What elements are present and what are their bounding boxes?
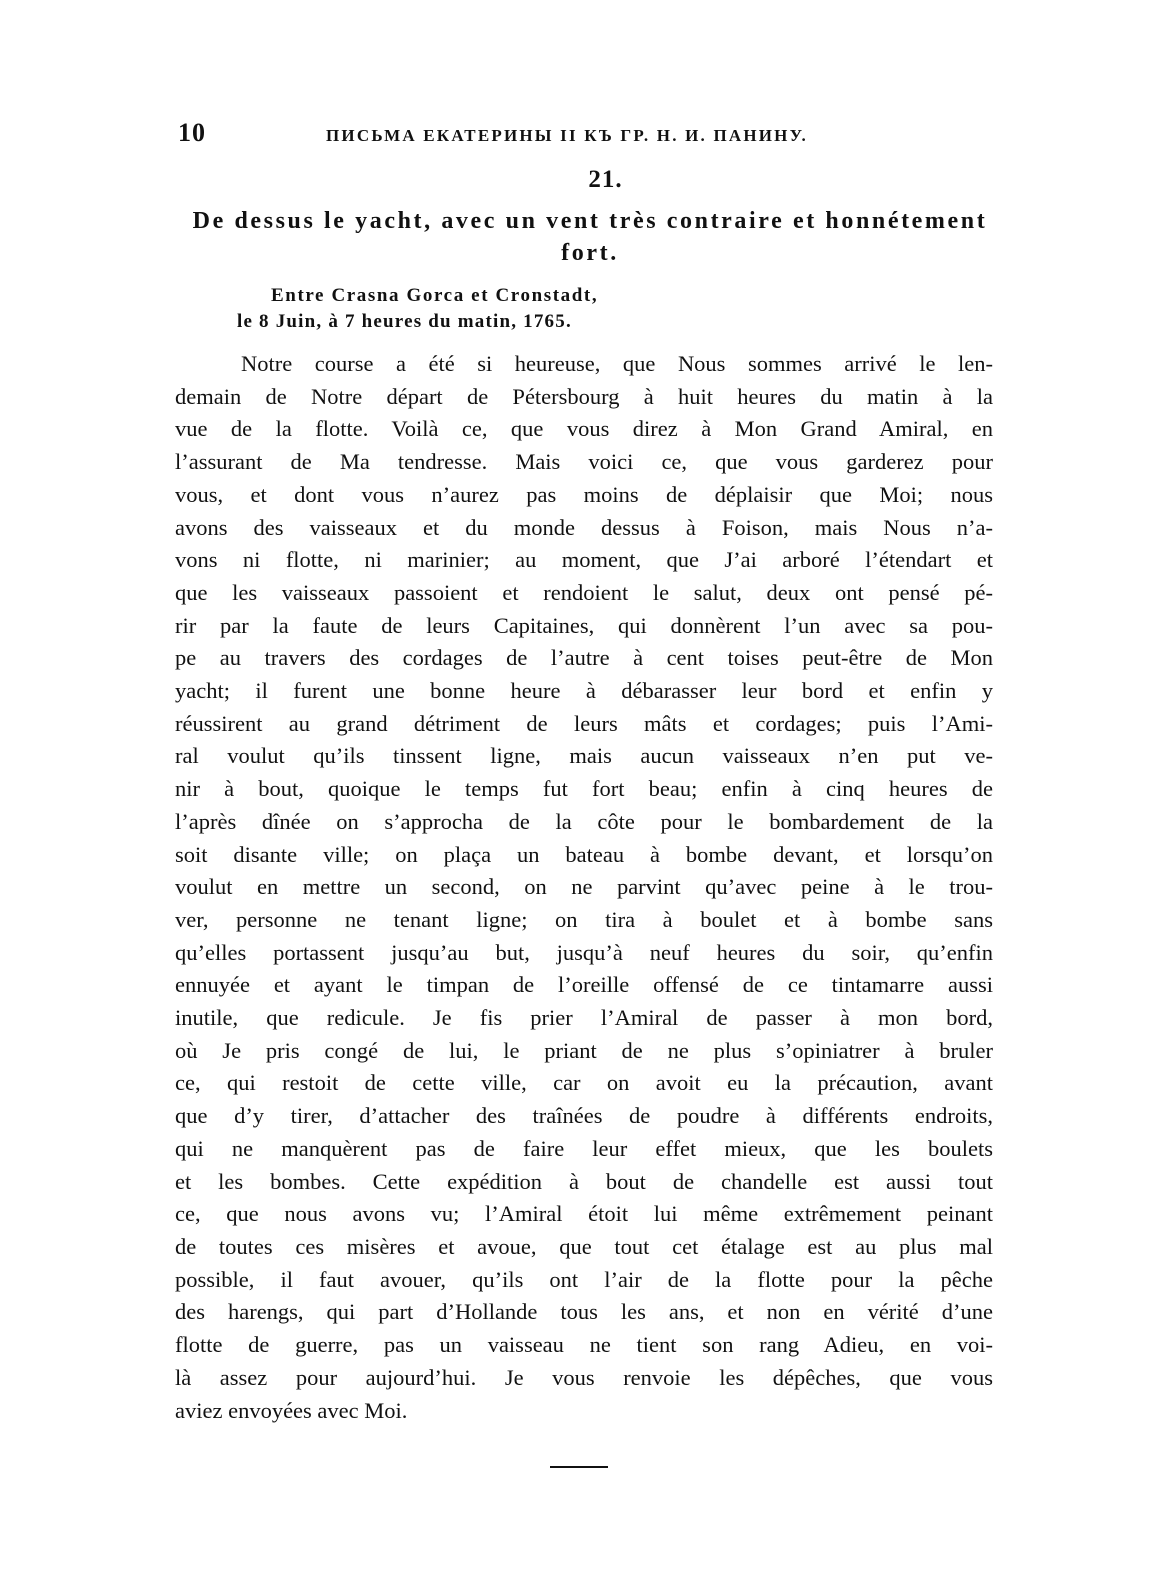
- letter-title: De dessus le yacht, avec un vent très contraire et honnétement fort.: [192, 208, 988, 266]
- body-line: et les bombes. Cette expédition à bout de chandelle est aussi tout: [175, 1168, 993, 1194]
- footer-rule: [550, 1466, 608, 1468]
- body-line: ce, que nous avons vu; l’Amiral étoit lui même extrêmement peinant: [175, 1201, 993, 1227]
- body-line: ce, qui restoit de cette ville, car on avoit eu la précaution, avant: [175, 1070, 993, 1096]
- body-line: soit disante ville; on plaça un bateau à bombe devant, et lorsqu’on: [175, 841, 993, 867]
- body-line: que d’y tirer, d’attacher des traînées de poudre à différents endroits,: [175, 1103, 993, 1129]
- body-line: l’après dînée on s’approcha de la côte pour le bombardement de la: [175, 808, 993, 834]
- body-line: ral voulut qu’ils tinssent ligne, mais aucun vaisseaux n’en put ve-: [175, 743, 993, 769]
- body-line: pe au travers des cordages de l’autre à cent toises peut-être de Mon: [175, 645, 993, 671]
- body-line: de toutes ces misères et avoue, que tout cet étalage est au plus mal: [175, 1233, 993, 1259]
- body-line: l’assurant de Ma tendresse. Mais voici ce, que vous garderez pour: [175, 449, 993, 475]
- body-line: voulut en mettre un second, on ne parvint qu’avec peine à le trou-: [175, 874, 993, 900]
- letter-place: Entre Crasna Gorca et Cronstadt,: [271, 285, 599, 306]
- letter-number: 21.: [588, 166, 623, 193]
- body-line: vous, et dont vous n’aurez pas moins de déplaisir que Moi; nous: [175, 481, 993, 507]
- body-line: réussirent au grand détriment de leurs mâts et cordages; puis l’Ami-: [175, 710, 993, 736]
- body-line: flotte de guerre, pas un vaisseau ne tient son rang Adieu, en voi-: [175, 1332, 993, 1358]
- body-line: nir à bout, quoique le temps fut fort beau; enfin à cinq heures de: [175, 776, 993, 802]
- body-line: vue de la flotte. Voilà ce, que vous direz à Mon Grand Amiral, en: [175, 416, 993, 442]
- body-line: inutile, que redicule. Je fis prier l’Amiral de passer à mon bord,: [175, 1005, 993, 1031]
- body-line: qu’elles portassent jusqu’au but, jusqu’à neuf heures du soir, qu’enfin: [175, 939, 993, 965]
- body-line: vons ni flotte, ni marinier; au moment, que J’ai arboré l’étendart et: [175, 547, 993, 573]
- body-line: que les vaisseaux passoient et rendoient le salut, deux ont pensé pé-: [175, 579, 993, 605]
- body-line: yacht; il furent une bonne heure à débarasser leur bord et enfin y: [175, 678, 993, 704]
- running-head: ПИСЬМА ЕКАТЕРИНЫ II КЪ ГР. Н. И. ПАНИНУ.: [326, 126, 808, 145]
- body-line: avons des vaisseaux et du monde dessus à Foison, mais Nous n’a-: [175, 514, 993, 540]
- body-line: aviez envoyées avec Moi.: [175, 1397, 408, 1423]
- page-header: [178, 118, 978, 148]
- letter-dateline: [237, 283, 598, 335]
- page-number: 10: [178, 118, 206, 147]
- letter-body: [175, 348, 993, 1427]
- body-line: là assez pour aujourd’hui. Je vous renvoie les dépêches, que vous: [175, 1364, 993, 1390]
- body-line: qui ne manquèrent pas de faire leur effet mieux, que les boulets: [175, 1135, 993, 1161]
- body-line: où Je pris congé de lui, le priant de ne plus s’opiniatrer à bruler: [175, 1037, 993, 1063]
- body-line: Notre course a été si heureuse, que Nous sommes arrivé le len-: [241, 351, 993, 376]
- body-line: demain de Notre départ de Pétersbourg à huit heures du matin à la: [175, 383, 993, 409]
- body-line: ver, personne ne tenant ligne; on tira à boulet et à bombe sans: [175, 906, 993, 932]
- body-line: rir par la faute de leurs Capitaines, qui donnèrent l’un avec sa pou-: [175, 612, 993, 638]
- body-line: possible, il faut avouer, qu’ils ont l’air de la flotte pour la pêche: [175, 1266, 993, 1292]
- letter-date: le 8 Juin, à 7 heures du matin, 1765.: [237, 311, 572, 332]
- body-line: des harengs, qui part d’Hollande tous les ans, et non en vérité d’une: [175, 1299, 993, 1325]
- body-line: ennuyée et ayant le timpan de l’oreille offensé de ce tintamarre aussi: [175, 972, 993, 998]
